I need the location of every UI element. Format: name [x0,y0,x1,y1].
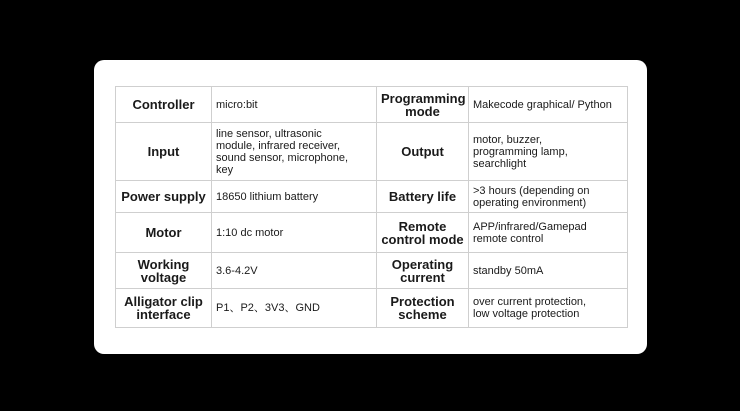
spec-key-text: Protection scheme [390,294,455,322]
spec-key-text: Operating current [391,256,454,285]
spec-value [469,181,628,213]
spec-value [469,123,628,181]
spec-key [377,289,469,328]
spec-value-text: line sensor, ultrasonic module, infrared receiver, sound sensor, microphone, key [216,127,349,176]
spec-key-text: Remote control mode [381,218,464,247]
spec-value-text: over current protection, low voltage protection [473,296,587,320]
spec-value-text: Makecode graphical/ Python [473,98,612,111]
spec-value-text: >3 hours (depending on operating environment) [473,184,590,209]
spec-key [116,87,212,123]
spec-key-text: Motor [145,225,182,240]
spec-value-text: 1:10 dc motor [216,226,284,239]
spec-value-text: motor, buzzer, programming lamp, searchlight [473,133,568,170]
spec-value [469,213,628,253]
spec-key-text: Controller [132,97,195,112]
spec-value [469,289,628,328]
spec-key [116,123,212,181]
spec-key-text: Alligator clip interface [124,294,203,322]
spec-value-text: APP/infrared/Gamepad remote control [473,220,587,245]
spec-key [377,213,469,253]
spec-key [116,181,212,213]
spec-value [212,123,377,181]
spec-value-text: standby 50mA [473,264,544,277]
spec-card [94,60,647,354]
table-row [116,87,628,123]
spec-key [116,213,212,253]
spec-key [116,289,212,328]
spec-key [377,87,469,123]
spec-value [212,289,377,328]
spec-key-text: Power supply [121,189,206,204]
spec-value-text: P1、P2、3V3、GND [216,302,320,314]
spec-value [212,87,377,123]
spec-value [469,253,628,289]
spec-value [212,253,377,289]
spec-key-text: Input [147,144,180,159]
spec-value [469,87,628,123]
spec-key [377,123,469,181]
spec-value-text: micro:bit [216,98,258,111]
spec-key-text: Battery life [388,189,457,204]
spec-table [115,86,628,328]
spec-value-text: 3.6-4.2V [216,264,258,277]
table-row [116,181,628,213]
table-row [116,213,628,253]
spec-value [212,213,377,253]
table-row [116,289,628,328]
spec-key-text: Programming mode [381,90,466,119]
spec-key-text: Output [401,144,444,159]
spec-key [377,181,469,213]
spec-value [212,181,377,213]
spec-key [377,253,469,289]
spec-key-text: Working voltage [137,256,190,285]
spec-key [116,253,212,289]
table-row [116,123,628,181]
table-row [116,253,628,289]
spec-value-text: 18650 lithium battery [216,190,319,203]
